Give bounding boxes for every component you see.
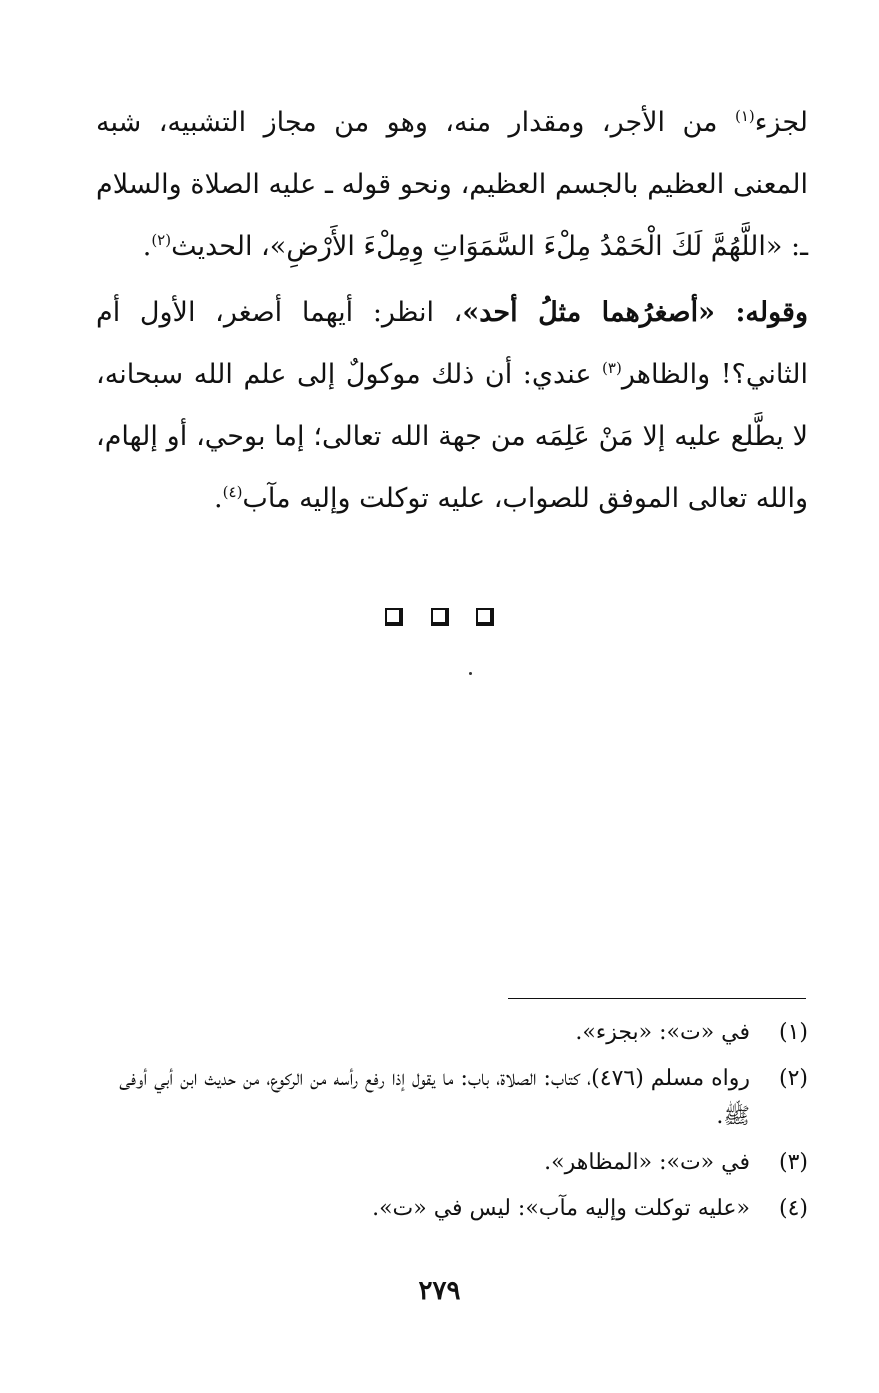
footnote-item [96, 1144, 808, 1182]
footnote-item [96, 1190, 808, 1228]
footnote-text: في «ت»: «المظاهر». [544, 1150, 750, 1175]
quoted-lead: وقوله: «أصغرُهما مثلُ أحد» [462, 297, 809, 328]
footnote-ref-2: (٢) [151, 231, 172, 249]
p2-text-middle: عندي: أن ذلك موكولٌ إلى علم الله سبحانه، لا يطَّلع عليه إلا مَنْ عَلِمَه من جهة الله تعالى؛ إما بوحي، أو إلهام، والله تعالى الموفق للصواب، عليه توكلت وإليه مآب [96, 359, 808, 514]
main-text [96, 92, 808, 530]
p2-text-end: . [214, 483, 223, 514]
square-ornament-icon [431, 608, 449, 626]
footnote-number: (١) [778, 1020, 808, 1045]
paragraph-2 [96, 282, 808, 530]
footnote-number: (٤) [778, 1196, 808, 1221]
p2-text-start: ، انظر: أيهما أصغر، الأول أم الثاني؟! والظاهر [96, 297, 808, 390]
footnote-ref-1: (١) [734, 107, 755, 125]
footnote-ref-3: (٣) [602, 359, 622, 377]
footnote-rule [508, 998, 806, 999]
paragraph-1 [96, 92, 808, 278]
footnote-number: (٢) [778, 1066, 808, 1091]
square-ornament-icon [385, 608, 403, 626]
footnotes [96, 1014, 808, 1236]
p1-text-start: لجزء [754, 107, 808, 138]
footnote-text: رواه مسلم (٤٧٦)، كتاب: الصلاة، باب: ما يقول إذا رفع رأسه من الركوع، من حديث ابن أبي أوفى ﷺ. [119, 1066, 750, 1129]
footnote-number: (٣) [778, 1150, 808, 1175]
footnote-text: «عليه توكلت وإليه مآب»: ليس في «ت». [372, 1196, 750, 1221]
page-number: ٢٧٩ [418, 1276, 461, 1306]
section-separator [0, 606, 879, 626]
square-ornament-icon [476, 608, 494, 626]
p1-text-middle: من الأجر، ومقدار منه، وهو من مجاز التشبيه، شبه المعنى العظيم بالجسم العظيم، ونحو قوله ـ عليه الصلاة والسلام ـ: «اللَّهُمَّ لَكَ الْحَمْدُ مِلْءَ السَّمَوَاتِ وِمِلْءَ الأَرْضِ»، الحديث [96, 107, 808, 262]
stray-dot [469, 672, 472, 675]
footnote-item [96, 1014, 808, 1052]
footnote-item [96, 1060, 808, 1136]
p1-text-end: . [142, 231, 152, 262]
footnote-ref-4: (٤) [222, 483, 243, 501]
footnote-text: في «ت»: «بجزء». [575, 1020, 750, 1045]
